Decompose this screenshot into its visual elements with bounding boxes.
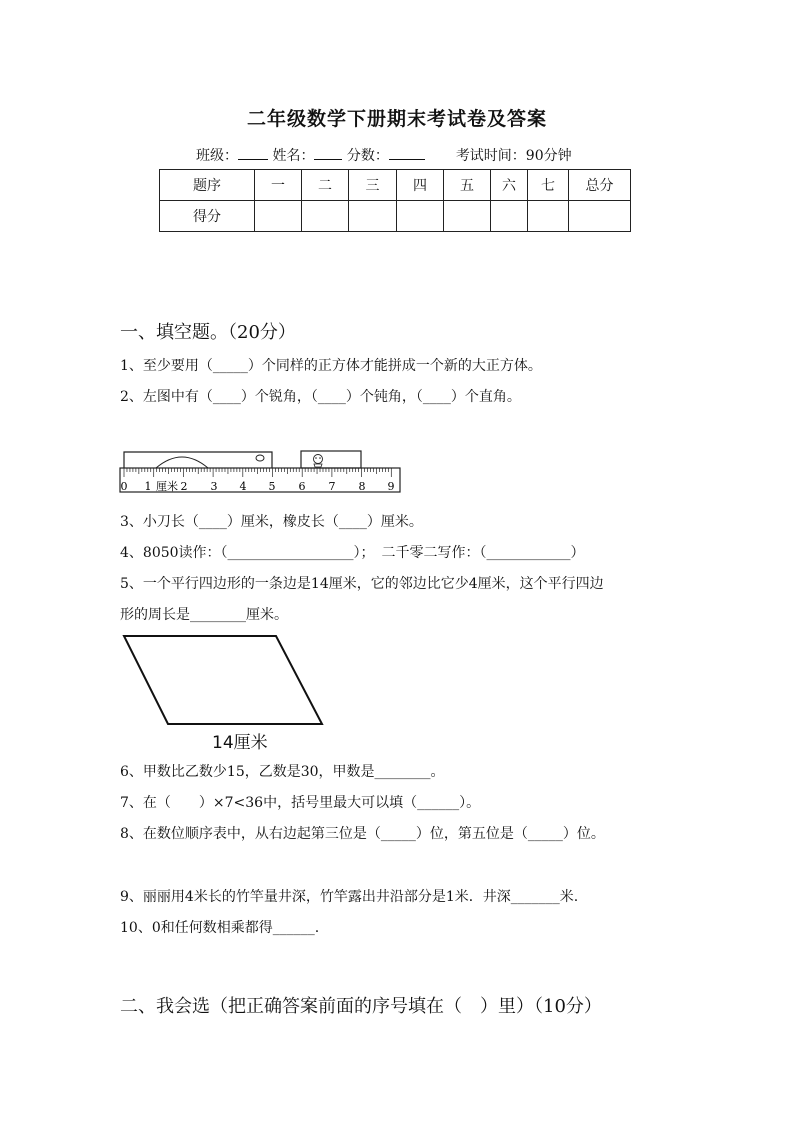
score-blank (389, 145, 425, 160)
ruler-label-9: 9 (387, 480, 395, 493)
header-cell: 三 (349, 170, 397, 201)
score-table-score-row (160, 201, 631, 232)
ruler-labels (121, 479, 395, 493)
ruler-label-0: 0 (120, 480, 128, 493)
knife-shape (124, 452, 272, 468)
question-3: 3、小刀长（____）厘米，橡皮长（____）厘米。 (120, 514, 423, 530)
question-7: 7、在（ ）×7<36中，括号里最大可以填（______）。 (120, 795, 481, 811)
ruler-label-3: 3 (210, 480, 218, 493)
page-title: 二年级数学下册期末考试卷及答案 (246, 108, 547, 130)
header-cell: 七 (528, 170, 569, 201)
ruler-label-5: 5 (268, 480, 276, 493)
class-blank (238, 145, 268, 160)
score-cell[interactable] (255, 201, 302, 232)
ruler-figure (118, 446, 404, 496)
score-table (159, 169, 631, 232)
ruler-label-8: 8 (358, 480, 366, 493)
class-label: 班级： (196, 148, 238, 164)
score-cell[interactable] (349, 201, 397, 232)
question-9: 9、丽丽用4米长的竹竿量井深，竹竿露出井沿部分是1米．井深_______米. (120, 889, 579, 905)
exam-time: 考试时间：90分钟 (455, 148, 572, 164)
student-info-line (196, 145, 572, 165)
header-cell: 题序 (160, 170, 255, 201)
question-6: 6、甲数比乙数少15，乙数是30，甲数是________。 (120, 764, 445, 780)
score-cell[interactable] (302, 201, 349, 232)
section-1-heading: 一、填空题。（20分） (120, 322, 296, 343)
knife-hole (256, 455, 264, 461)
score-cell[interactable] (397, 201, 444, 232)
header-cell: 一 (255, 170, 302, 201)
knife-arc (156, 457, 208, 468)
name-blank (314, 145, 342, 160)
parallelogram-base-label: 14厘米 (212, 733, 268, 753)
eraser-shape (301, 451, 361, 468)
question-4: 4、8050读作：（__________________）； 二千零二写作：（____________） (120, 545, 585, 561)
ruler-label-7: 7 (328, 480, 336, 493)
parallelogram-shape (124, 636, 322, 724)
header-cell: 二 (302, 170, 349, 201)
score-cell[interactable] (569, 201, 631, 232)
header-cell: 四 (397, 170, 444, 201)
header-cell: 五 (444, 170, 491, 201)
ruler-ticks (124, 468, 391, 477)
header-cell: 总分 (569, 170, 631, 201)
ruler-label-4: 4 (239, 480, 247, 493)
section-2-heading: 二、我会选（把正确答案前面的序号填在（ ）里）（10分） (120, 996, 602, 1017)
ruler-label-2: 2 (180, 480, 188, 493)
question-8: 8、在数位顺序表中，从右边起第三位是（_____）位，第五位是（_____）位。 (120, 826, 605, 842)
header-cell: 六 (491, 170, 528, 201)
parallelogram-figure (118, 630, 328, 730)
ruler-unit: 厘米 (156, 480, 178, 493)
question-10: 10、0和任何数相乘都得______. (120, 920, 320, 936)
ruler-label-6: 6 (298, 480, 306, 493)
question-2: 2、左图中有（____）个锐角，（____）个钝角，（____）个直角。 (120, 389, 521, 405)
score-cell[interactable] (491, 201, 528, 232)
score-label: 分数： (346, 148, 389, 164)
eraser-cartoon-icon (314, 455, 323, 468)
score-cell[interactable] (528, 201, 569, 232)
score-table-header-row (160, 170, 631, 201)
row-label: 得分 (160, 201, 255, 232)
question-1: 1、至少要用（_____）个同样的正方体才能拼成一个新的大正方体。 (120, 358, 542, 374)
question-5-line-1: 5、一个平行四边形的一条边是14厘米，它的邻边比它少4厘米，这个平行四边 (120, 576, 604, 592)
question-5-line-2: 形的周长是________厘米。 (120, 607, 288, 623)
score-cell[interactable] (444, 201, 491, 232)
ruler-label-1: 1 (144, 480, 152, 493)
name-label: 姓名： (272, 148, 315, 164)
